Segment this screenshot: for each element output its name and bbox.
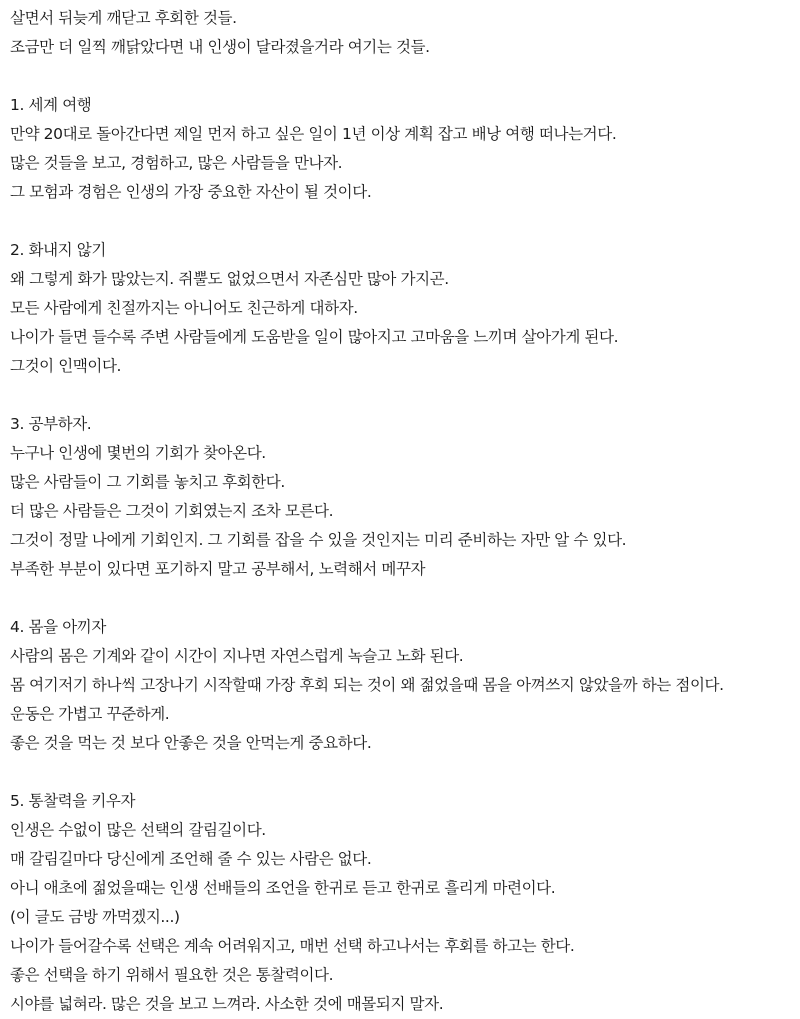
section-heading: 4. 몸을 아끼자	[10, 618, 106, 636]
section-line: 많은 것들을 보고, 경험하고, 많은 사람들을 만나자.	[10, 154, 343, 172]
section-line: 나이가 들면 들수록 주변 사람들에게 도움받을 일이 많아지고 고마움을 느끼며 살아가게 된다.	[10, 328, 619, 346]
section-line: 더 많은 사람들은 그것이 기회였는지 조차 모른다.	[10, 502, 334, 520]
section-line: 만약 20대로 돌아간다면 제일 먼저 하고 싶은 일이 1년 이상 계획 잡고 배낭 여행 떠나는거다.	[10, 125, 617, 143]
spacer	[10, 584, 800, 613]
section-line: 좋은 것을 먹는 것 보다 안좋은 것을 안먹는게 중요하다.	[10, 734, 372, 752]
section-line: 누구나 인생에 몇번의 기회가 찾아온다.	[10, 444, 266, 462]
section-line: 그것이 인맥이다.	[10, 357, 122, 375]
section-line: 운동은 가볍고 꾸준하게.	[10, 705, 170, 723]
section-line: 매 갈림길마다 당신에게 조언해 줄 수 있는 사람은 없다.	[10, 850, 372, 868]
section-heading: 1. 세계 여행	[10, 96, 92, 114]
section-line: 그것이 정말 나에게 기회인지. 그 기회를 잡을 수 있을 것인지는 미리 준비하는 자만 알 수 있다.	[10, 531, 627, 549]
section-heading: 3. 공부하자.	[10, 415, 92, 433]
section-line: 몸 여기저기 하나씩 고장나기 시작할때 가장 후회 되는 것이 왜 젊었을때 몸을 아껴쓰지 않았을까 하는 점이다.	[10, 676, 724, 694]
section-line: 시야를 넓혀라. 많은 것을 보고 느껴라. 사소한 것에 매몰되지 말자.	[10, 995, 444, 1013]
spacer	[10, 758, 800, 787]
spacer	[10, 207, 800, 236]
section-line: (이 글도 금방 까먹겠지...)	[10, 908, 180, 926]
section-line: 아니 애초에 젊었을때는 인생 선배들의 조언을 한귀로 듣고 한귀로 흘리게 마련이다.	[10, 879, 556, 897]
section-line: 나이가 들어갈수록 선택은 계속 어려워지고, 매번 선택 하고나서는 후회를 하고는 한다.	[10, 937, 575, 955]
section-line: 왜 그렇게 화가 많았는지. 쥐뿔도 없었으면서 자존심만 많아 가지곤.	[10, 270, 449, 288]
section-heading: 5. 통찰력을 키우자	[10, 792, 136, 810]
section-line: 사람의 몸은 기계와 같이 시간이 지나면 자연스럽게 녹슬고 노화 된다.	[10, 647, 464, 665]
intro-line: 살면서 뒤늦게 깨닫고 후회한 것들.	[10, 9, 237, 27]
section-line: 그 모험과 경험은 인생의 가장 중요한 자산이 될 것이다.	[10, 183, 372, 201]
spacer	[10, 62, 800, 91]
section-heading: 2. 화내지 않기	[10, 241, 106, 259]
section-line: 좋은 선택을 하기 위해서 필요한 것은 통찰력이다.	[10, 966, 334, 984]
section-line: 많은 사람들이 그 기회를 놓치고 후회한다.	[10, 473, 285, 491]
section-line: 부족한 부분이 있다면 포기하지 말고 공부해서, 노력해서 메꾸자	[10, 560, 426, 578]
spacer	[10, 381, 800, 410]
section-line: 인생은 수없이 많은 선택의 갈림길이다.	[10, 821, 266, 839]
intro-line: 조금만 더 일찍 깨닭았다면 내 인생이 달라졌을거라 여기는 것들.	[10, 38, 430, 56]
section-line: 모든 사람에게 친절까지는 아니어도 친근하게 대하자.	[10, 299, 358, 317]
